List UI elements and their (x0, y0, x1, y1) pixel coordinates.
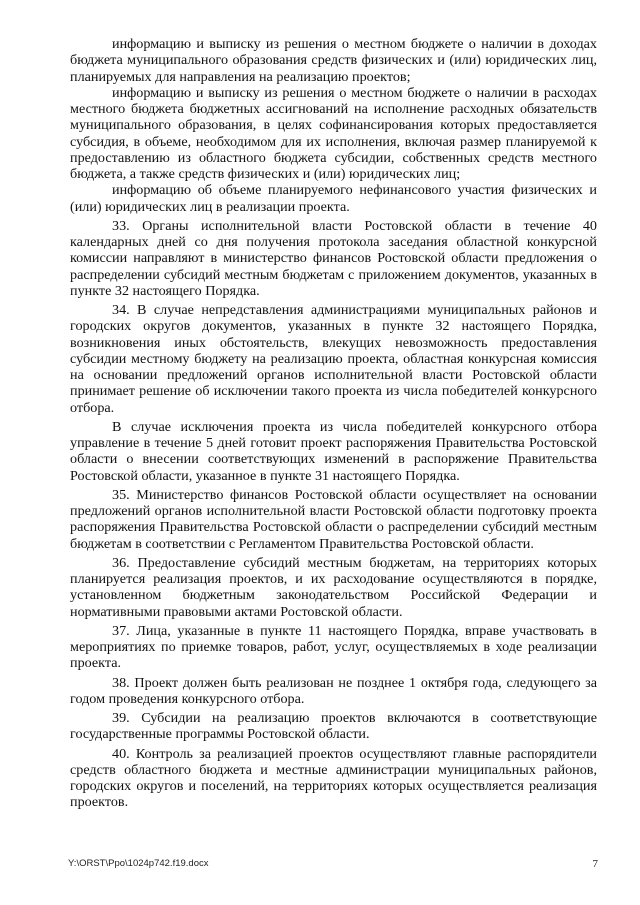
paragraph-item-34: 34. В случае непредставления администрациями муниципальных районов и городских округов документов, указанных в пункте 32 настоящего Порядка, возникновения иных обстоятельств, влекущих невозможность предоставления субсидии местному бюджету на реализацию проекта, областная конкурсная комиссия на основании предложений органов исполнительной власти Ростовской области принимает решение об исключении такого проекта из числа победителей конкурсного отбора. (70, 302, 597, 416)
paragraph-item-40: 40. Контроль за реализацией проектов осуществляют главные распорядители средств областного бюджета и местные администрации муниципальных районов, городских округов и поселений, на территориях которых осуществляется реализация проектов. (70, 745, 597, 811)
document-body (70, 36, 597, 811)
paragraph-item-38: 38. Проект должен быть реализован не позднее 1 октября года, следующего за годом проведения конкурсного отбора. (70, 674, 597, 707)
paragraph-item-35: 35. Министерство финансов Ростовской области осуществляет на основании предложений органов исполнительной власти Ростовской области подготовку проекта распоряжения Правительства Ростовской области о распределении субсидий местным бюджетам в соответствии с Регламентом Правительства Ростовской области. (70, 486, 597, 552)
paragraph-exclusion-case: В случае исключения проекта из числа победителей конкурсного отбора управление в течение 5 дней готовит проект распоряжения Правительства Ростовской области о внесении соответствующих изменений в распоряжение Правительства Ростовской области, указанное в пункте 31 настоящего Порядка. (70, 418, 597, 484)
footer-file-path: Y:\ORST\Ppo\1024p742.f19.docx (68, 858, 209, 869)
page-number: 7 (592, 858, 598, 870)
paragraph-item-33: 33. Органы исполнительной власти Ростовской области в течение 40 календарных дней со дня получения протокола заседания областной конкурсной комиссии направляют в министерство финансов Ростовской области предложения о распределении субсидий местным бюджетам с приложением документов, указанных в пункте 32 настоящего Порядка. (70, 217, 597, 299)
paragraph-nonfinancial-info: информацию об объеме планируемого нефинансового участия физических и (или) юридических лиц в реализации проекта. (70, 182, 597, 215)
paragraph-income-info: информацию и выписку из решения о местном бюджете о наличии в доходах бюджета муниципального образования средств физических и (или) юридических лиц, планируемых для направления на реализацию проектов; (70, 36, 597, 85)
paragraph-item-36: 36. Предоставление субсидий местным бюджетам, на территориях которых планируется реализация проектов, и их расходование осуществляются в порядке, установленном бюджетным законодательством Российской Федерации и нормативными правовыми актами Ростовской области. (70, 554, 597, 620)
paragraph-item-37: 37. Лица, указанные в пункте 11 настоящего Порядка, вправе участвовать в мероприятиях по приемке товаров, работ, услуг, осуществляемых в ходе реализации проекта. (70, 622, 597, 672)
paragraph-expense-info: информацию и выписку из решения о местном бюджете о наличии в расходах местного бюджета бюджетных ассигнований на исполнение расходных обязательств муниципального образования, в целях софинансирования которых предоставляется субсидия, в объеме, необходимом для их исполнения, включая размер планируемой к предоставлению из областного бюджета субсидии, собственных средств местного бюджета, а также средств физических и (или) юридических лиц; (70, 84, 597, 182)
paragraph-item-39: 39. Субсидии на реализацию проектов включаются в соответствующие государственные программы Ростовской области. (70, 710, 597, 743)
